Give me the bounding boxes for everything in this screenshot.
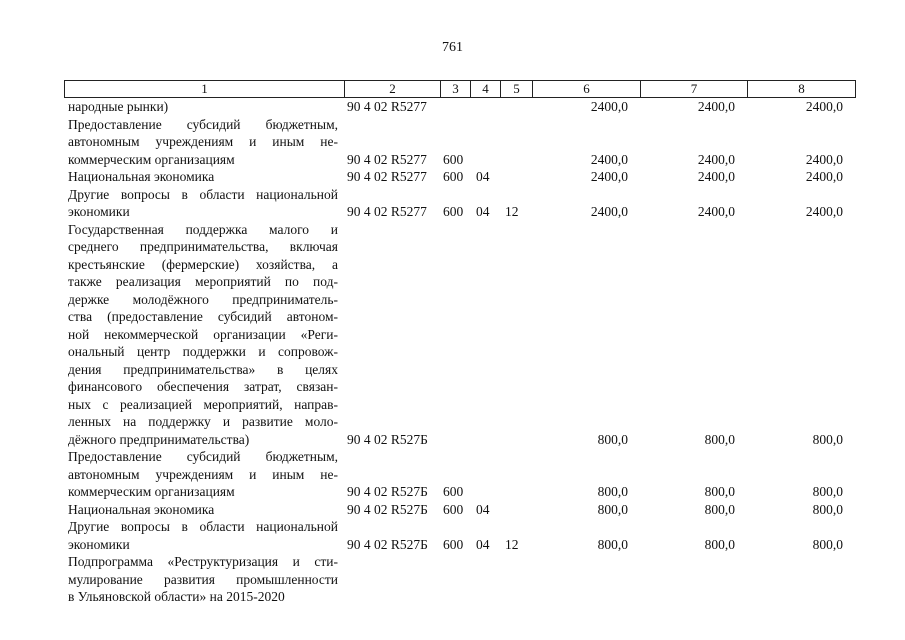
- description-line: экономики: [68, 536, 130, 552]
- description-line: ленных на поддержку и развитие моло-: [68, 414, 338, 429]
- row-description: [68, 518, 338, 553]
- description-line: автономным учреждениям и иным не-: [68, 466, 338, 482]
- amount-col-6: 800,0: [597, 484, 628, 499]
- section-code: 04: [476, 204, 490, 219]
- expense-type: 600: [443, 484, 464, 499]
- budget-code: 90 4 02 R5277: [347, 204, 427, 219]
- description-line: Предоставление субсидий бюджетным,: [68, 116, 338, 132]
- table-row: [0, 221, 905, 449]
- description-line: народные рынки): [68, 99, 169, 114]
- column-header-row: [65, 81, 856, 98]
- amount-col-7: 2400,0: [697, 99, 735, 114]
- row-description: [68, 116, 338, 169]
- budget-code: 90 4 02 R5277: [347, 99, 427, 114]
- expense-type: 600: [443, 151, 464, 167]
- column-header-7: 7: [641, 81, 748, 98]
- amount-col-6: 800,0: [597, 536, 628, 552]
- column-header-table: [64, 80, 856, 98]
- column-header-4: 4: [471, 81, 501, 98]
- amount-col-8: 2400,0: [805, 99, 843, 114]
- row-description: [68, 553, 338, 606]
- description-line: дения предпринимательства» в целях: [68, 361, 338, 377]
- row-description: [68, 168, 338, 186]
- table-row: [0, 98, 905, 116]
- amount-col-8: 800,0: [812, 536, 843, 552]
- description-line: в Ульяновской области» на 2015-2020: [68, 589, 285, 604]
- description-line: среднего предпринимательства, включая: [68, 239, 338, 254]
- amount-col-8: 800,0: [812, 501, 843, 517]
- amount-col-7: 2400,0: [697, 169, 735, 184]
- amount-col-7: 2400,0: [697, 151, 735, 167]
- column-header-3: 3: [441, 81, 471, 98]
- amount-col-8: 2400,0: [805, 169, 843, 184]
- section-code: 04: [476, 169, 490, 184]
- amount-col-8: 800,0: [812, 431, 843, 447]
- table-row: [0, 168, 905, 186]
- description-line: финансового обеспечения затрат, связан-: [68, 379, 338, 394]
- description-line: ональный центр поддержки и сопровож-: [68, 344, 338, 359]
- description-line: Национальная экономика: [68, 169, 215, 184]
- column-header-5: 5: [501, 81, 533, 98]
- description-line: ной некоммерческой организации «Реги-: [68, 326, 338, 342]
- description-line: Национальная экономика: [68, 501, 215, 517]
- table-row: [0, 116, 905, 169]
- description-line: держке молодёжного предприниматель-: [68, 291, 338, 307]
- budget-code: 90 4 02 R527Б: [347, 536, 428, 552]
- column-header-6: 6: [533, 81, 641, 98]
- amount-col-8: 2400,0: [805, 151, 843, 167]
- description-line: автономным учреждениям и иным не-: [68, 134, 338, 149]
- description-line: Подпрограмма «Реструктуризация и сти-: [68, 554, 338, 569]
- amount-col-7: 2400,0: [697, 204, 735, 219]
- budget-code: 90 4 02 R527Б: [347, 501, 428, 517]
- amount-col-7: 800,0: [704, 484, 735, 499]
- amount-col-7: 800,0: [704, 536, 735, 552]
- description-line: ства (предоставление субсидий автоном-: [68, 309, 338, 324]
- amount-col-8: 800,0: [812, 484, 843, 499]
- description-line: также реализация мероприятий по под-: [68, 274, 338, 289]
- expense-type: 600: [443, 169, 464, 184]
- table-row: [0, 518, 905, 553]
- section-code: 04: [476, 536, 490, 552]
- budget-code: 90 4 02 R527Б: [347, 431, 428, 447]
- expense-type: 600: [443, 501, 464, 517]
- column-header-1: 1: [65, 81, 345, 98]
- amount-col-7: 800,0: [704, 431, 735, 447]
- amount-col-6: 800,0: [597, 431, 628, 447]
- section-code: 04: [476, 501, 490, 517]
- row-description: [68, 448, 338, 501]
- column-header-2: 2: [345, 81, 441, 98]
- description-line: Предоставление субсидий бюджетным,: [68, 449, 338, 464]
- description-line: крестьянские (фермерские) хозяйства, а: [68, 256, 338, 272]
- column-header-8: 8: [748, 81, 856, 98]
- description-line: Государственная поддержка малого и: [68, 221, 338, 237]
- description-line: ных с реализацией мероприятий, направ-: [68, 396, 338, 412]
- expense-type: 600: [443, 536, 464, 552]
- budget-code: 90 4 02 R5277: [347, 169, 427, 184]
- description-line: экономики: [68, 204, 130, 219]
- budget-code: 90 4 02 R527Б: [347, 484, 428, 499]
- table-row: [0, 448, 905, 501]
- description-line: Другие вопросы в области национальной: [68, 519, 338, 534]
- table-row: [0, 501, 905, 519]
- amount-col-6: 2400,0: [590, 99, 628, 114]
- table-row: [0, 186, 905, 221]
- row-description: [68, 186, 338, 221]
- description-line: мулирование развития промышленности: [68, 571, 338, 587]
- amount-col-6: 800,0: [597, 501, 628, 517]
- description-line: дёжного предпринимательства): [68, 431, 250, 447]
- row-description: [68, 501, 338, 519]
- amount-col-6: 2400,0: [590, 204, 628, 219]
- subsection-code: 12: [505, 536, 519, 552]
- row-description: [68, 221, 338, 449]
- page-number: 761: [442, 40, 463, 55]
- subsection-code: 12: [505, 204, 519, 219]
- budget-code: 90 4 02 R5277: [347, 151, 427, 167]
- amount-col-8: 2400,0: [805, 204, 843, 219]
- description-line: коммерческим организациям: [68, 484, 235, 499]
- row-description: [68, 98, 338, 116]
- description-line: Другие вопросы в области национальной: [68, 186, 338, 202]
- amount-col-7: 800,0: [704, 501, 735, 517]
- description-line: коммерческим организациям: [68, 151, 235, 167]
- expense-type: 600: [443, 204, 464, 219]
- amount-col-6: 2400,0: [590, 169, 628, 184]
- amount-col-6: 2400,0: [590, 151, 628, 167]
- table-row: [0, 553, 905, 606]
